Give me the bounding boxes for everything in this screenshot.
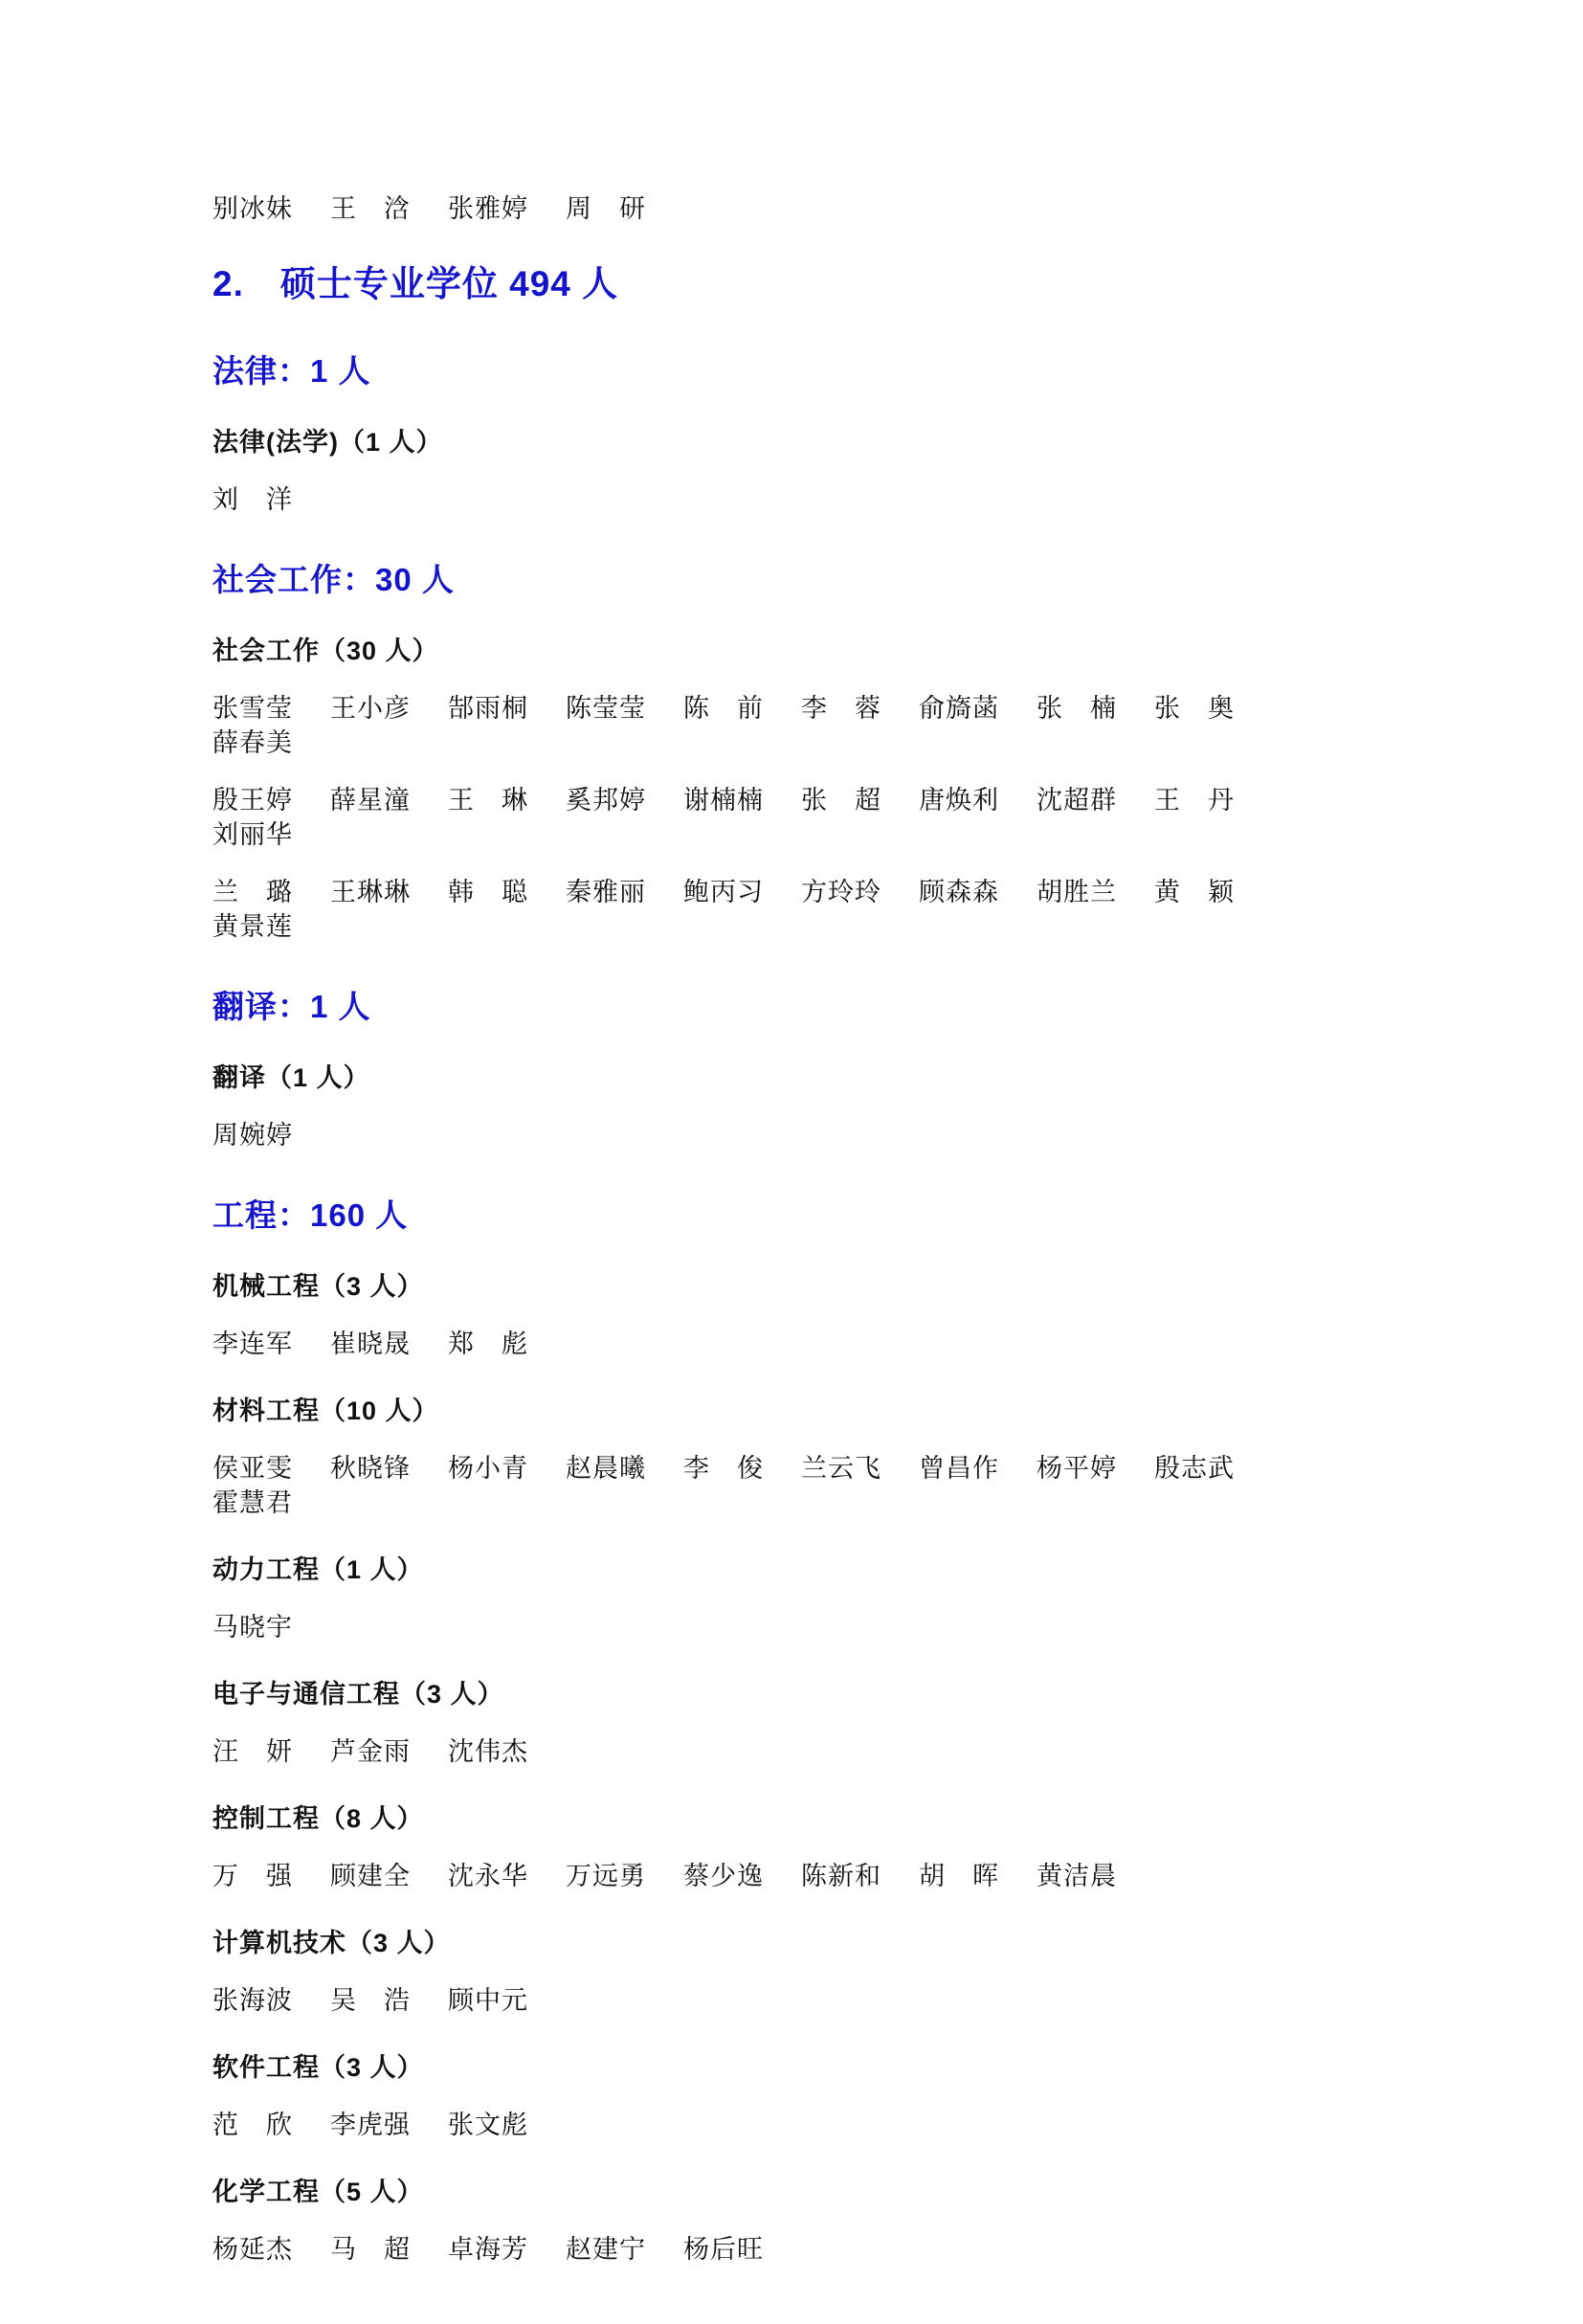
person-name: 万远勇: [566, 1862, 646, 1890]
person-name: 张文彪: [448, 2111, 528, 2139]
group-label: 电子与通信工程（3 人）: [212, 1680, 504, 1709]
name-row: [212, 2108, 1382, 2142]
person-name: 杨平婷: [1037, 1454, 1117, 1483]
person-name: 杨小青: [448, 1454, 528, 1483]
section-title: 社会工作：30 人: [212, 562, 455, 597]
person-name: 张雅婷: [448, 194, 528, 223]
name-row: [212, 482, 1382, 517]
section-title: 工程：160 人: [212, 1197, 409, 1233]
person-name: 郑 彪: [448, 1330, 528, 1358]
person-name: 周婉婷: [212, 1121, 293, 1150]
person-name: 刘 洋: [212, 485, 293, 514]
person-name: 韩 聪: [448, 878, 528, 906]
person-name: 沈超群: [1037, 786, 1117, 815]
person-name: 崔晓晟: [330, 1330, 411, 1358]
person-name: 张海波: [212, 1986, 293, 2015]
person-name: 薛星潼: [330, 786, 411, 815]
person-name: 胡胜兰: [1037, 878, 1117, 906]
person-name: 范 欣: [212, 2111, 293, 2139]
group-label: 化学工程（5 人）: [212, 2178, 424, 2206]
intro-name-row: [212, 191, 1382, 226]
name-row: [212, 1610, 1382, 1644]
group-label: 翻译（1 人）: [212, 1063, 370, 1092]
person-name: 马晓宇: [212, 1613, 293, 1642]
name-row: [212, 2232, 1382, 2267]
section-title: 法律：1 人: [212, 353, 371, 389]
name-row: [212, 1983, 1382, 2018]
person-name: 霍慧君: [212, 1488, 293, 1517]
person-name: 王琳琳: [330, 878, 411, 906]
person-name: 杨延杰: [212, 2235, 293, 2264]
name-row: [212, 783, 1382, 852]
person-name: 沈永华: [448, 1862, 528, 1890]
person-name: 王 浛: [330, 194, 411, 223]
group-label: 控制工程（8 人）: [212, 1804, 424, 1833]
person-name: 鲍丙习: [683, 878, 764, 906]
person-name: 郜雨桐: [448, 694, 528, 723]
name-row: [212, 875, 1382, 944]
person-name: 兰云飞: [801, 1454, 881, 1483]
person-name: 黄景莲: [212, 912, 293, 941]
group-label: 软件工程（3 人）: [212, 2053, 424, 2082]
person-name: 唐焕利: [919, 786, 999, 815]
person-name: 薛春美: [212, 728, 293, 757]
group-label: 机械工程（3 人）: [212, 1272, 424, 1301]
section-title: 翻译：1 人: [212, 989, 371, 1024]
person-name: 沈伟杰: [448, 1737, 528, 1766]
name-row: [212, 691, 1382, 760]
person-name: 殷王婷: [212, 786, 293, 815]
person-name: 曾昌作: [919, 1454, 999, 1483]
person-name: 芦金雨: [330, 1737, 411, 1766]
person-name: 吴 浩: [330, 1986, 411, 2015]
person-name: 顾森森: [919, 878, 999, 906]
person-name: 万 强: [212, 1862, 293, 1890]
group-label: 法律(法学)（1 人）: [212, 428, 443, 457]
person-name: 陈莹莹: [566, 694, 646, 723]
person-name: 赵晨曦: [566, 1454, 646, 1483]
name-row: [212, 1734, 1382, 1769]
group-label: 计算机技术（3 人）: [212, 1929, 451, 1957]
person-name: 胡 晖: [919, 1862, 999, 1890]
person-name: 张雪莹: [212, 694, 293, 723]
person-name: 王小彦: [330, 694, 411, 723]
person-name: 黄洁晨: [1037, 1862, 1117, 1890]
person-name: 陈 前: [683, 694, 764, 723]
main-heading: 2. 硕士专业学位 494 人: [212, 264, 619, 303]
person-name: 刘丽华: [212, 820, 293, 849]
person-name: 殷志武: [1154, 1454, 1235, 1483]
name-row: [212, 1327, 1382, 1361]
person-name: 方玲玲: [801, 878, 881, 906]
person-name: 顾中元: [448, 1986, 528, 2015]
person-name: 张 楠: [1037, 694, 1117, 723]
person-name: 秦雅丽: [566, 878, 646, 906]
group-label: 社会工作（30 人）: [212, 637, 439, 665]
person-name: 张 超: [801, 786, 881, 815]
group-label: 动力工程（1 人）: [212, 1555, 424, 1584]
name-row: [212, 1118, 1382, 1152]
person-name: 杨后旺: [683, 2235, 764, 2264]
person-name: 奚邦婷: [566, 786, 646, 815]
person-name: 汪 妍: [212, 1737, 293, 1766]
group-label: 材料工程（10 人）: [212, 1397, 439, 1425]
person-name: 李连军: [212, 1330, 293, 1358]
person-name: 别冰妹: [212, 194, 293, 223]
person-name: 李 俊: [683, 1454, 764, 1483]
person-name: 兰 璐: [212, 878, 293, 906]
person-name: 赵建宁: [566, 2235, 646, 2264]
person-name: 蔡少逸: [683, 1862, 764, 1890]
person-name: 张 奥: [1154, 694, 1235, 723]
person-name: 马 超: [330, 2235, 411, 2264]
person-name: 周 研: [566, 194, 646, 223]
person-name: 王 丹: [1154, 786, 1235, 815]
person-name: 谢楠楠: [683, 786, 764, 815]
sections-container: [212, 350, 1382, 2267]
person-name: 俞旖菡: [919, 694, 999, 723]
person-name: 卓海芳: [448, 2235, 528, 2264]
name-row: [212, 1451, 1382, 1520]
name-row: [212, 1859, 1382, 1893]
person-name: 李 蓉: [801, 694, 881, 723]
person-name: 王 琳: [448, 786, 528, 815]
person-name: 顾建全: [330, 1862, 411, 1890]
person-name: 侯亚雯: [212, 1454, 293, 1483]
person-name: 黄 颖: [1154, 878, 1235, 906]
person-name: 陈新和: [801, 1862, 881, 1890]
person-name: 李虎强: [330, 2111, 411, 2139]
person-name: 秋晓锋: [330, 1454, 411, 1483]
